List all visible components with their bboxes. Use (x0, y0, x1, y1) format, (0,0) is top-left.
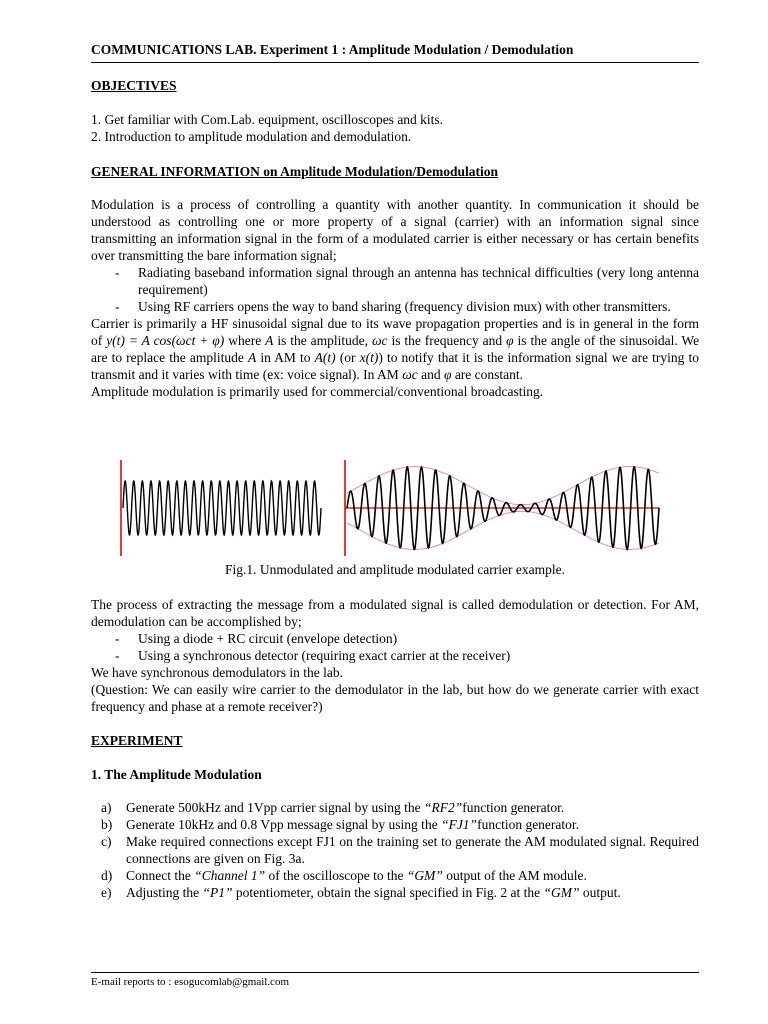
list-item: - Using a synchronous detector (requiring exact carrier at the receiver) (115, 648, 511, 663)
question-paragraph: (Question: We can easily wire carrier to the demodulator in the lab, but how do we generate carrier with exact frequency and phase at a remote receiver?) (91, 682, 699, 714)
unmodulated-carrier (121, 460, 321, 556)
figure-caption: Fig.1. Unmodulated and amplitude modulated carrier example. (224, 562, 566, 577)
list-item: a) Generate 500kHz and 1Vpp carrier signal by using the “RF2”function generator. (101, 800, 565, 815)
modulation-paragraph: Modulation is a process of controlling a quantity with another quantity. In communication it should be understood as controlling one or more property of a signal (carrier) with an information signal since transmitting an information signal in the form of a modulated carrier is either necessary or has certain benefits over transmitting the bare information signal; (91, 197, 699, 263)
header-rule (91, 62, 699, 63)
carrier-paragraph: Carrier is primarily a HF sinusoidal signal due to its wave propagation properties and is in general in the form of y(t) = A cos(ωct + φ) where A is the amplitude, ωc is the frequency and φ is the angle of the sinusoidal. We are to replace the amplitude A in AM to A(t) (or x(t)) to notify that it is the information signal we are trying to transmit and it varies with time (ex: voice signal). In AM ωc and φ are constant. (91, 316, 700, 382)
carrier-waveform-figure (116, 458, 691, 558)
general-info-heading: GENERAL INFORMATION on Amplitude Modulation/Demodulation (91, 164, 499, 179)
objectives-heading: OBJECTIVES (91, 78, 177, 93)
experiment-subheading: 1. The Amplitude Modulation (91, 767, 262, 782)
page-header: COMMUNICATIONS LAB. Experiment 1 : Amplitude Modulation / Demodulation (91, 42, 574, 57)
experiment-steps (91, 799, 699, 901)
list-item: b) Generate 10kHz and 0.8 Vpp message signal by using the “FJ1”function generator. (101, 817, 580, 832)
bullet-text: Radiating baseband information signal through an antenna has technical difficulties (very long antenna requirement) (138, 265, 699, 297)
bullet-text: Using a synchronous detector (requiring exact carrier at the receiver) (138, 648, 511, 663)
bullet-text: Using a diode + RC circuit (envelope detection) (138, 631, 398, 646)
footer-email: E-mail reports to : esogucomlab@gmail.com (91, 976, 289, 988)
unmodulated-carrier-wave (123, 481, 321, 535)
list-item: - Using a diode + RC circuit (envelope detection) (115, 631, 398, 646)
footer-rule (91, 972, 699, 973)
experiment-heading: EXPERIMENT (91, 733, 183, 748)
list-item: c) Make required connections except FJ1 on the training set to generate the AM modulated signal. Required connections are given on Fig. 3a. (101, 834, 699, 866)
objective-item: 1. Get familiar with Com.Lab. equipment, oscilloscopes and kits. (91, 112, 444, 127)
list-item: e) Adjusting the “P1” potentiometer, obtain the signal specified in Fig. 2 at the “GM” output. (101, 885, 621, 900)
broadcast-paragraph: Amplitude modulation is primarily used for commercial/conventional broadcasting. (91, 384, 544, 399)
carrier-formula: y(t) = A cos(ωct + φ) (106, 333, 225, 348)
list-item: - Using RF carriers opens the way to band sharing (frequency division mux) with other transmitters. (115, 299, 671, 314)
objective-item: 2. Introduction to amplitude modulation and demodulation. (91, 129, 412, 144)
demod-paragraph: The process of extracting the message from a modulated signal is called demodulation or detection. For AM, demodulation can be accomplished by; (91, 597, 699, 629)
list-item: - Radiating baseband information signal through an antenna has technical difficulties (very long antenna requirement) (115, 265, 699, 297)
general-info-body (91, 196, 699, 400)
am-modulated-carrier (345, 460, 659, 556)
objectives-list (91, 111, 699, 145)
bullet-text: Using RF carriers opens the way to band sharing (frequency division mux) with other transmitters. (138, 299, 671, 314)
list-item: d) Connect the “Channel 1” of the oscilloscope to the “GM” output of the AM module. (101, 868, 587, 883)
lab-note: We have synchronous demodulators in the lab. (91, 665, 343, 680)
demodulation-section (91, 596, 699, 715)
